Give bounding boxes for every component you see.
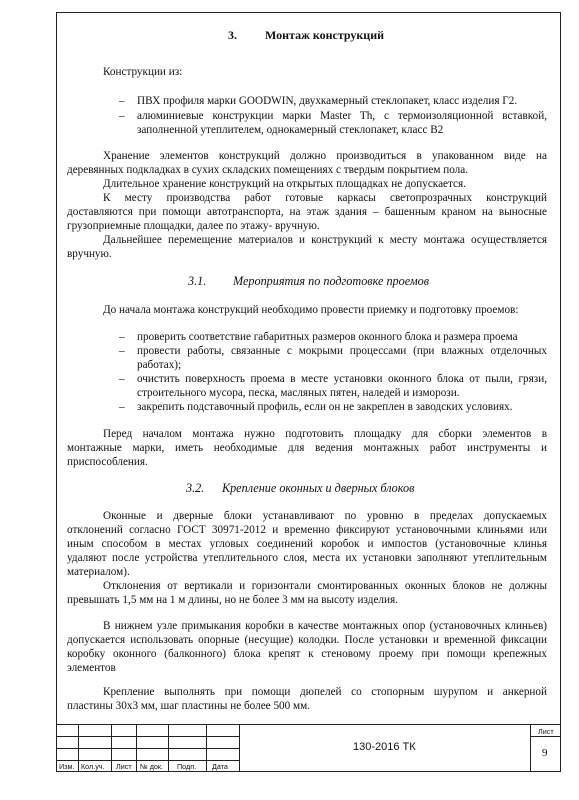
stamp-label-docnum: № док. (140, 762, 164, 771)
prep-item: очистить поверхность проема в месте установки оконного блока от пыли, грязи, (137, 373, 547, 385)
subsection-title: Крепление оконных и дверных блоков (222, 481, 415, 495)
document-code: 130-2016 ТК (353, 741, 416, 753)
fix-p4-line: пластины 30х3 мм, шаг пластины не более 500 мм. (67, 700, 310, 712)
section-number: 3. (228, 28, 237, 42)
fix-p3-line: коробку оконного (балконного) блока крепят к стеновому проему при помощи крепежных (67, 648, 547, 660)
bullet-dash: – (119, 331, 125, 343)
stamp-label-date: Дата (212, 762, 228, 771)
bullet-dash: – (119, 373, 125, 385)
prep-item: строительного мусора, песка, масляных пятен, наледей и изморози. (137, 387, 460, 399)
storage-line: вручную. (67, 248, 112, 260)
prep-after-line: монтажные марки, иметь необходимые для ведения монтажных работ инструменты и (67, 442, 547, 454)
prep-item: работах); (137, 359, 182, 371)
sheet-number: 9 (542, 747, 548, 759)
section-title: Монтаж конструкций (265, 28, 385, 42)
bullet-dash: – (119, 401, 125, 413)
bullet-dash: – (119, 95, 125, 107)
fix-p2-line: Отклонения от вертикали и горизонтали смонтированных оконных блоков не должны (103, 580, 547, 592)
prep-intro: До начала монтажа конструкций необходимо провести приемку и подготовку проемов: (103, 304, 519, 316)
storage-line: деревянных подкладках в сухих складских помещениях с твердым покрытием пола. (67, 164, 469, 176)
bullet-dash: – (119, 110, 125, 122)
fix-p1-line: отклонений согласно ГОСТ 30971-2012 и временно фиксируют установочными клиньями или (67, 524, 547, 536)
storage-line: Дальнейшее перемещение материалов и конструкций к месту монтажа осуществляется (103, 234, 547, 246)
stamp-label-sign: Подп. (177, 762, 197, 771)
material-item-2-line-1: алюминиевые конструкции марки Master Th, с термоизоляционной вставкой, (137, 110, 547, 122)
fix-p1-line: материалом). (67, 566, 130, 578)
prep-item: провести работы, связанные с мокрыми процессами (при влажных отделочных (137, 345, 547, 357)
stamp-label-count: Кол.уч. (81, 762, 105, 771)
storage-line: доставляются при помощи автотранспорта, на этаж здания – башенным краном на выносные (67, 206, 547, 218)
subsection-number: 3.1. (188, 274, 207, 288)
title-block (56, 724, 561, 772)
storage-line: К месту производства работ готовые каркасы светопрозрачных конструкций (103, 192, 547, 204)
storage-line: грузоприемные площадки, далее по этажу- вручную. (67, 220, 320, 232)
fix-p3-line: В нижнем узле примыкания коробки в качестве монтажных опор (установочных клиньев) (103, 620, 547, 632)
prep-after-line: Перед началом монтажа нужно подготовить площадку для сборки элементов в (103, 428, 547, 440)
fix-p2-line: превышать 1,5 мм на 1 м длины, но не более 3 мм на высоту изделия. (67, 594, 398, 606)
subsection-number: 3.2. (186, 481, 205, 495)
material-item-2-line-2: заполненной утеплителем, однокамерный стеклопакет, класс В2 (137, 124, 444, 136)
prep-item: закрепить подставочный профиль, если он не закреплен в заводских условиях. (137, 401, 513, 413)
fix-p3-line: допускается использовать опорные (несущие) колодки. После установки и временной фиксации (67, 634, 547, 646)
intro-text: Конструкции из: (103, 66, 183, 78)
bullet-dash: – (119, 345, 125, 357)
material-item-1: ПВХ профиля марки GOODWIN, двухкамерный стеклопакет, класс изделия Г2. (137, 95, 518, 107)
storage-line: Хранение элементов конструкций должно производиться в упакованном виде на (103, 150, 547, 162)
subsection-title: Мероприятия по подготовке проемов (233, 274, 429, 288)
fix-p3-line: элементов (67, 662, 116, 674)
stamp-label-change: Изм. (59, 762, 75, 771)
prep-item: проверить соответствие габаритных размеров оконного блока и размера проема (137, 331, 518, 343)
stamp-label-sheet: Лист (116, 762, 132, 771)
storage-line: Длительное хранение конструкций на открытых площадках не допускается. (103, 178, 466, 190)
fix-p1-line: Оконные и дверные блоки устанавливают по уровню в пределах допускаемых (103, 510, 547, 522)
fix-p1-line: иным способом в местах угловых соединений коробок и импостов (установочные клинья (67, 538, 547, 550)
sheet-label: Лист (538, 727, 554, 736)
fix-p4-line: Крепление выполнять при помощи дюпелей со стопорным шурупом и анкерной (103, 686, 547, 698)
fix-p1-line: удаляют после устройства утеплительного слоя, места их установки заполняют утеплительным (67, 552, 547, 564)
prep-after-line: приспособления. (67, 456, 148, 468)
